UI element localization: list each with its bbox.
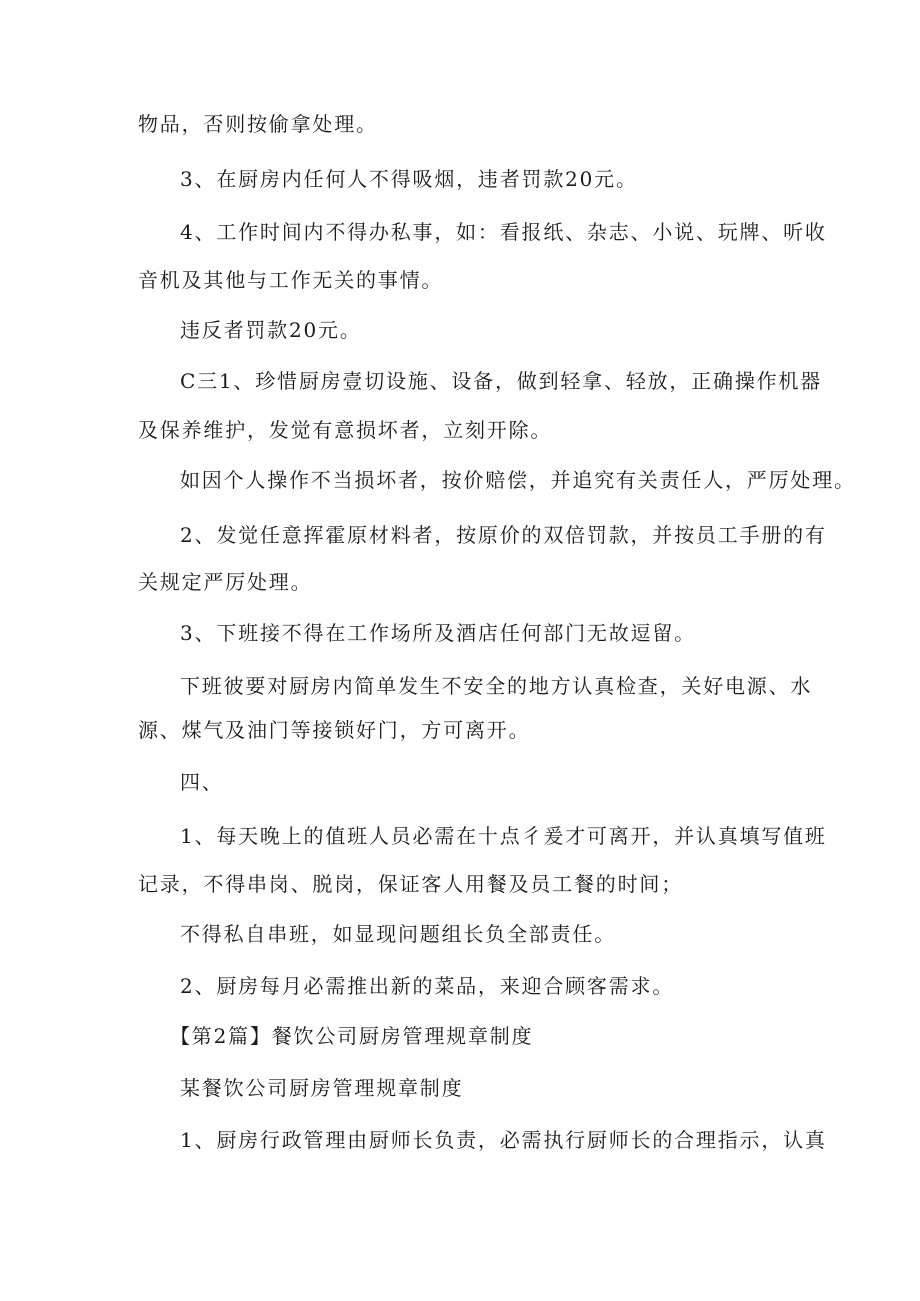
text-line: 3、下班接不得在工作场所及酒店任何部门无故逗留。	[180, 621, 696, 645]
text-line: 记录，不得串岗、脱岗，保证客人用餐及员工餐的时间；	[138, 872, 683, 896]
text-line: 音机及其他与工作无关的事情。	[138, 268, 444, 292]
text-line: 及保养维护，发觉有意损坏者，立刻开除。	[138, 418, 553, 442]
text-line: 如因个人操作不当损坏者，按价赔偿，并追究有关责任人，严厉处理。	[180, 468, 856, 492]
text-line: 关规定严厉处理。	[138, 570, 313, 594]
text-line: 不得私自串班，如显现问题组长负全部责任。	[180, 922, 616, 946]
text-line: 1、每天晚上的值班人员必需在十点彳爰才可离开，并认真填写值班	[180, 824, 827, 848]
text-line: 物品，否则按偷拿处理。	[138, 112, 378, 136]
text-line: 源、煤气及油门等接锁好门，方可离开。	[138, 718, 531, 742]
section-heading: 【第2篇】餐饮公司厨房管理规章制度	[170, 1024, 534, 1048]
text-line: 违反者罚款20元。	[180, 318, 362, 342]
text-line: 2、发觉任意挥霍原材料者，按原价的双倍罚款，并按员工手册的有	[180, 523, 827, 547]
text-line: 1、厨房行政管理由厨师长负责，必需执行厨师长的合理指示，认真	[180, 1128, 827, 1152]
section-subtitle: 某餐饮公司厨房管理规章制度	[180, 1076, 464, 1100]
text-line: 下班彼要对厨房内简单发生不安全的地方认真检查，关好电源、水	[180, 674, 813, 698]
text-line: 3、在厨房内任何人不得吸烟，违者罚款20元。	[180, 167, 638, 191]
text-line: C三1、珍惜厨房壹切设施、设备，做到轻拿、轻放，正确操作机器	[180, 369, 823, 393]
text-line: 2、厨房每月必需推出新的菜品，来迎合顾客需求。	[180, 974, 675, 998]
text-line: 4、工作时间内不得办私事，如：看报纸、杂志、小说、玩牌、听收	[180, 220, 827, 244]
text-line: 四、	[180, 770, 224, 794]
